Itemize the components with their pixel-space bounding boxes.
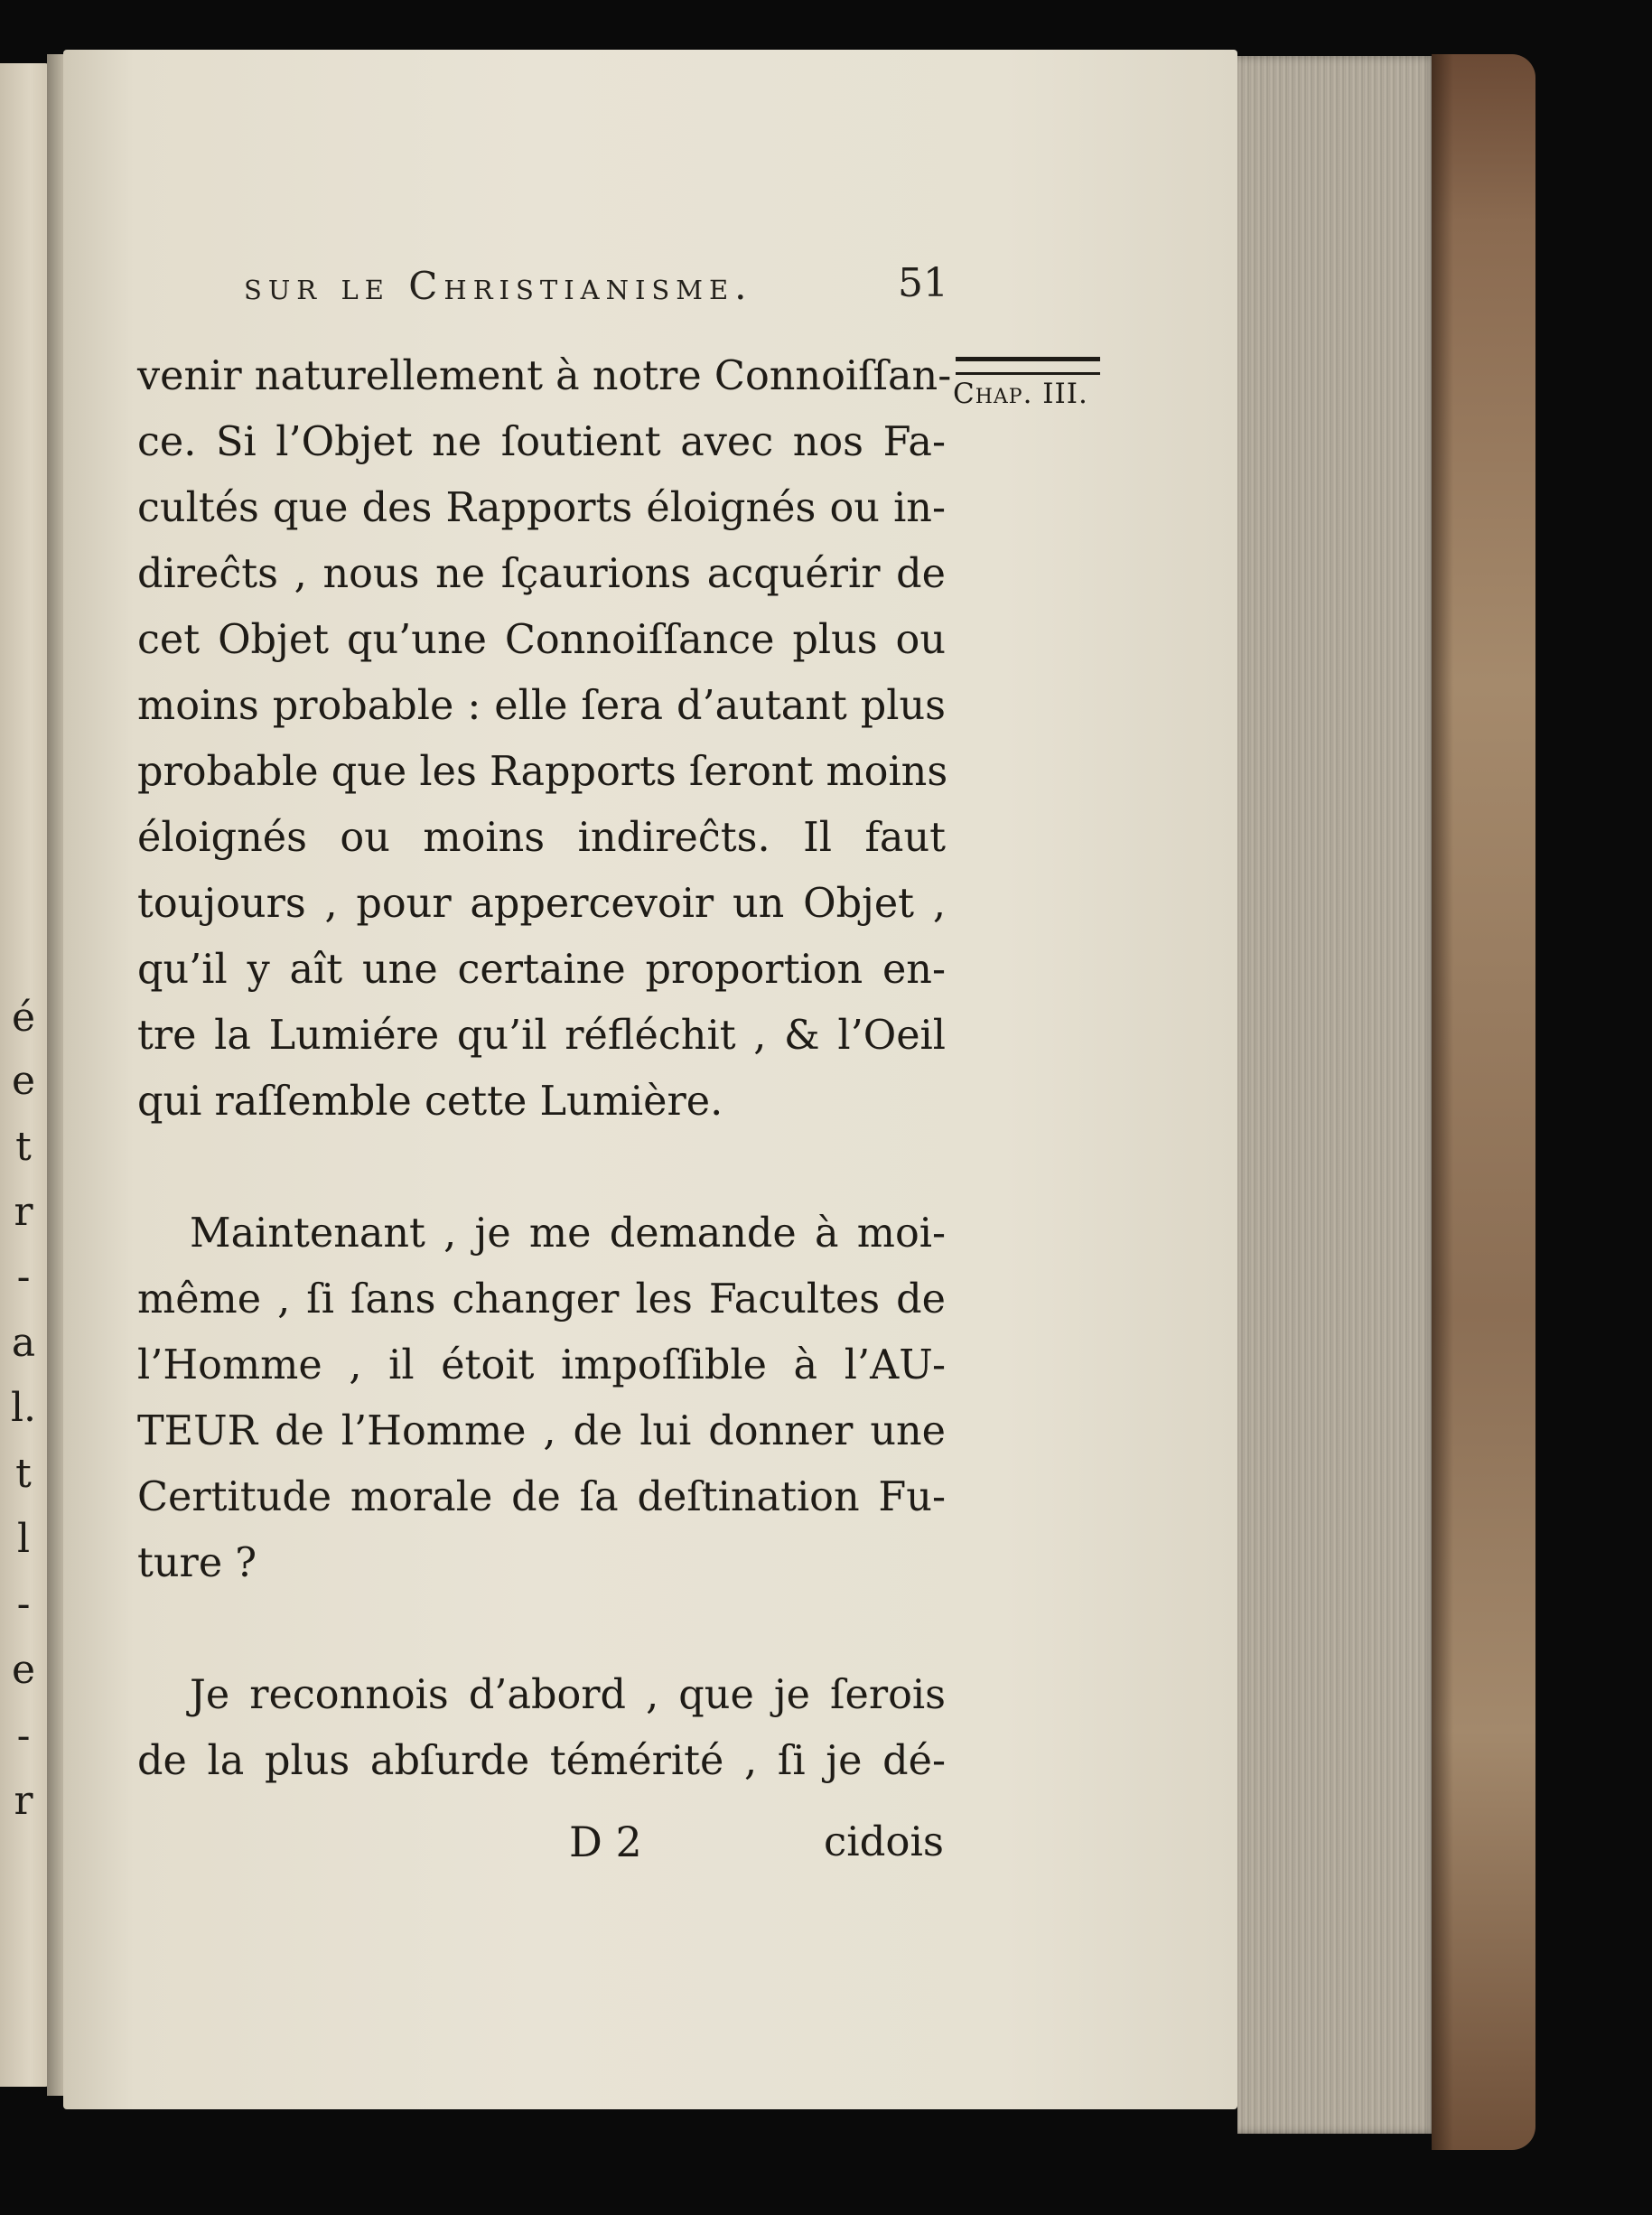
text-line: Certitude morale de ſa deſtination Fu- <box>137 1474 946 1520</box>
body-text <box>137 343 952 1794</box>
catchword: cidois <box>824 1818 944 1865</box>
fragment-char: - <box>16 1713 31 1759</box>
text-line: probable que les Rapports ſeront moins <box>137 749 948 795</box>
text-line: qu’il y aît une certaine proportion en- <box>137 947 946 993</box>
text-line: même , ſi ſans changer les Facultes de <box>137 1276 946 1322</box>
previous-page-edge <box>0 63 51 2087</box>
text-line: moins probable : elle ſera d’autant plus <box>137 683 946 729</box>
text-line: toujours , pour appercevoir un Objet , <box>137 881 946 927</box>
margin-rule <box>956 357 1100 375</box>
text-line: de la plus abſurde témérité , ſi je dé- <box>137 1738 946 1784</box>
text-line: cet Objet qu’une Connoiſſance plus ou <box>137 617 946 663</box>
text-line: venir naturellement à notre Connoiſſan- <box>137 353 952 399</box>
leather-binding <box>1432 54 1535 2150</box>
fragment-char: t <box>15 1124 32 1170</box>
signature-mark: D 2 <box>569 1818 642 1866</box>
text-line: l’Homme , il étoit impoſſible à l’AU- <box>137 1342 946 1388</box>
fragment-char: - <box>16 1581 31 1627</box>
chapter-margin-note: Chap. III. <box>953 378 1088 410</box>
fragment-char: a <box>11 1320 36 1366</box>
paragraph <box>137 1201 946 1596</box>
running-head <box>244 260 948 309</box>
text-line: Je reconnois d’abord , que je ſerois <box>190 1672 946 1718</box>
text-line: tre la Lumiére qu’il réfléchit , & l’Oeil <box>137 1013 946 1059</box>
running-title: sur le Christianisme. <box>244 264 753 308</box>
text-line: TEUR de l’Homme , de lui donner une <box>137 1408 946 1454</box>
fragment-char: t <box>15 1451 32 1497</box>
text-line: ture ? <box>137 1540 257 1586</box>
text-line: direĉts , nous ne ſçaurions acquérir de <box>137 551 946 597</box>
paragraph-gap <box>137 1135 946 1201</box>
text-line: Maintenant , je me demande à moi- <box>190 1210 946 1257</box>
fragment-char: e <box>11 1647 36 1693</box>
fragment-char: r <box>14 1189 33 1235</box>
fragment-char: l. <box>10 1385 37 1431</box>
page-number: 51 <box>898 260 948 306</box>
fragment-char: l <box>16 1516 31 1562</box>
fragment-char: e <box>11 1058 36 1104</box>
paragraph <box>137 343 952 1135</box>
text-line: ce. Si l’Objet ne ſoutient avec nos Fa- <box>137 419 946 465</box>
fragment-char: é <box>11 995 36 1041</box>
previous-page-fragments <box>0 63 51 2087</box>
text-line: cultés que des Rapports éloignés ou in- <box>137 485 946 531</box>
paragraph <box>137 1662 946 1794</box>
fragment-char: r <box>14 1778 33 1824</box>
page-block-edge <box>1237 56 1436 2134</box>
text-line: qui raſſemble cette Lumière. <box>137 1079 723 1125</box>
paragraph-gap <box>137 1596 946 1662</box>
fragment-char: - <box>16 1254 31 1300</box>
text-line: éloignés ou moins indireĉts. Il faut <box>137 815 946 861</box>
